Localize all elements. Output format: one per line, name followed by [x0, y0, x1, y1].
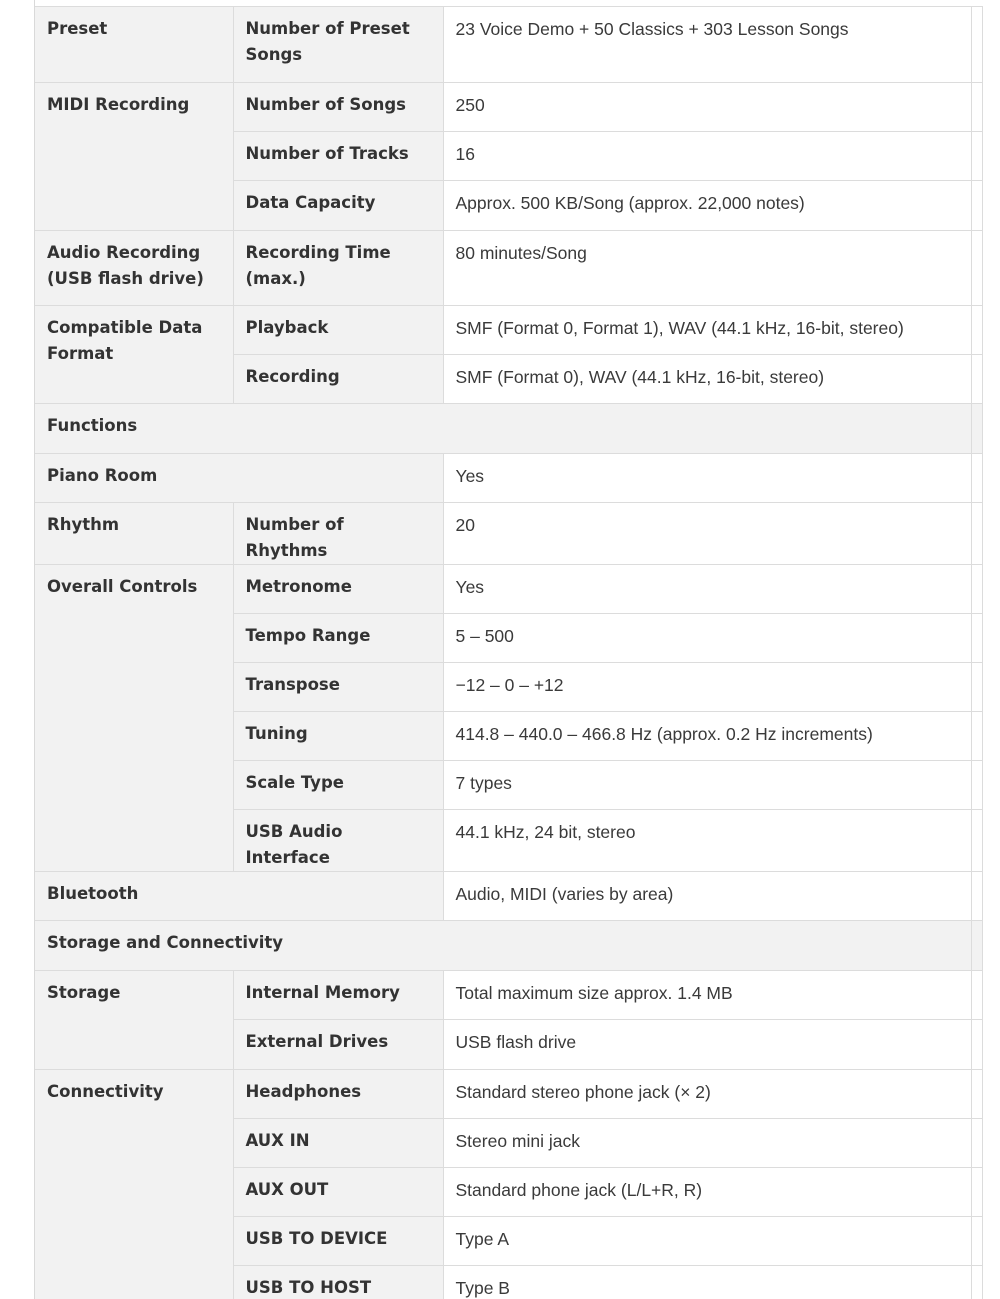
label-scale-type: Scale Type [233, 761, 443, 810]
category-overall-controls: Overall Controls [35, 565, 233, 872]
table-row [35, 971, 982, 1020]
value-number-of-rhythms: 20 [443, 503, 971, 565]
section-heading-storage-connectivity: Storage and Connectivity [35, 921, 971, 971]
table-row [35, 231, 982, 306]
value-piano-room: Yes [443, 454, 971, 503]
label-number-of-tracks: Number of Tracks [233, 132, 443, 181]
value-scale-type: 7 types [443, 761, 971, 810]
value-tuning: 414.8 – 440.0 – 466.8 Hz (approx. 0.2 Hz increments) [443, 712, 971, 761]
label-external-drives: External Drives [233, 1020, 443, 1070]
value-internal-memory: Total maximum size approx. 1.4 MB [443, 971, 971, 1020]
value-tempo-range: 5 – 500 [443, 614, 971, 663]
value-aux-out: Standard phone jack (L/L+R, R) [443, 1168, 971, 1217]
value-aux-in: Stereo mini jack [443, 1119, 971, 1168]
table-row [35, 503, 982, 565]
value-headphones: Standard stereo phone jack (× 2) [443, 1070, 971, 1119]
label-internal-memory: Internal Memory [233, 971, 443, 1020]
category-bluetooth: Bluetooth [35, 872, 443, 921]
table-row [35, 83, 982, 132]
specifications-table [35, 6, 983, 1299]
label-recording-time: Recording Time (max.) [233, 231, 443, 306]
value-usb-to-host: Type B [443, 1266, 971, 1299]
category-compatible-data-format: Compatible Data Format [35, 306, 233, 404]
section-row [35, 921, 982, 971]
value-data-capacity: Approx. 500 KB/Song (approx. 22,000 notes) [443, 181, 971, 231]
value-recording: SMF (Format 0), WAV (44.1 kHz, 16-bit, stereo) [443, 355, 971, 404]
label-usb-to-device: USB TO DEVICE [233, 1217, 443, 1266]
label-tuning: Tuning [233, 712, 443, 761]
value-recording-time: 80 minutes/Song [443, 231, 971, 306]
table-row [35, 872, 982, 921]
label-aux-out: AUX OUT [233, 1168, 443, 1217]
category-audio-recording: Audio Recording (USB flash drive) [35, 231, 233, 306]
table-row [35, 565, 982, 614]
table-row [35, 454, 982, 503]
table-row [35, 1070, 982, 1119]
label-number-of-preset-songs: Number of Preset Songs [233, 7, 443, 83]
table-row [35, 306, 982, 355]
section-row [35, 404, 982, 454]
section-heading-functions: Functions [35, 404, 971, 454]
label-metronome: Metronome [233, 565, 443, 614]
value-usb-to-device: Type A [443, 1217, 971, 1266]
label-headphones: Headphones [233, 1070, 443, 1119]
label-transpose: Transpose [233, 663, 443, 712]
value-transpose: −12 – 0 – +12 [443, 663, 971, 712]
table-row [35, 7, 982, 83]
value-external-drives: USB flash drive [443, 1020, 971, 1070]
label-playback: Playback [233, 306, 443, 355]
value-playback: SMF (Format 0, Format 1), WAV (44.1 kHz, 16-bit, stereo) [443, 306, 971, 355]
value-number-of-songs: 250 [443, 83, 971, 132]
label-aux-in: AUX IN [233, 1119, 443, 1168]
category-preset: Preset [35, 7, 233, 83]
label-number-of-rhythms: Number of Rhythms [233, 503, 443, 565]
label-tempo-range: Tempo Range [233, 614, 443, 663]
label-data-capacity: Data Capacity [233, 181, 443, 231]
label-number-of-songs: Number of Songs [233, 83, 443, 132]
category-connectivity: Connectivity [35, 1070, 233, 1299]
label-usb-to-host: USB TO HOST [233, 1266, 443, 1299]
label-recording: Recording [233, 355, 443, 404]
value-usb-audio-interface: 44.1 kHz, 24 bit, stereo [443, 810, 971, 872]
label-usb-audio-interface: USB Audio Interface [233, 810, 443, 872]
value-number-of-tracks: 16 [443, 132, 971, 181]
spec-table-container [34, 0, 983, 1299]
category-piano-room: Piano Room [35, 454, 443, 503]
value-metronome: Yes [443, 565, 971, 614]
category-storage: Storage [35, 971, 233, 1070]
value-number-of-preset-songs: 23 Voice Demo + 50 Classics + 303 Lesson Songs [443, 7, 971, 83]
category-midi-recording: MIDI Recording [35, 83, 233, 231]
category-rhythm: Rhythm [35, 503, 233, 565]
value-bluetooth: Audio, MIDI (varies by area) [443, 872, 971, 921]
